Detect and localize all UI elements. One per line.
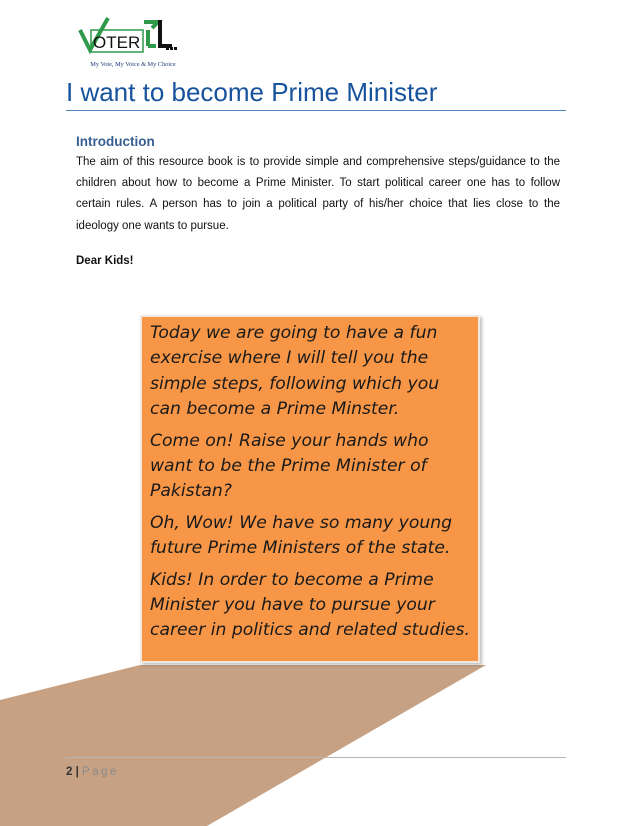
- introduction-heading: Introduction: [76, 134, 155, 149]
- callout-paragraph: Kids! In order to become a Prime Minister you have to pursue your career in politics and related studies.: [150, 569, 470, 641]
- logo-tagline: My Vote, My Voice & My Choice: [90, 61, 176, 68]
- callout-box: [140, 315, 480, 663]
- page-footer: [66, 766, 119, 778]
- page-label: Page: [82, 766, 119, 778]
- page-title: I want to become Prime Minister: [66, 77, 438, 107]
- logo-text: OTER: [93, 33, 141, 52]
- page-number: 2: [66, 766, 73, 778]
- callout-paragraph: Oh, Wow! We have so many young future Prime Ministers of the state.: [150, 512, 453, 559]
- footer-separator: |: [75, 766, 79, 778]
- greeting: Dear Kids!: [76, 255, 134, 267]
- brown-wedge: [0, 665, 486, 826]
- callout-paragraph: Come on! Raise your hands who want to be the Prime Minister of Pakistan?: [150, 430, 429, 502]
- callout-paragraph: Today we are going to have a fun exercise where I will tell you the simple steps, following which you can become a Prime Minster.: [150, 323, 440, 420]
- footer-divider: [66, 757, 566, 758]
- introduction-paragraph: The aim of this resource book is to provide simple and comprehensive steps/guidance to the children about how to become a Prime Minister. To start political career one has to follow certain rules. A person has to join a political party of his/her choice that lies close to the ideology one wants to pursue.: [76, 156, 560, 232]
